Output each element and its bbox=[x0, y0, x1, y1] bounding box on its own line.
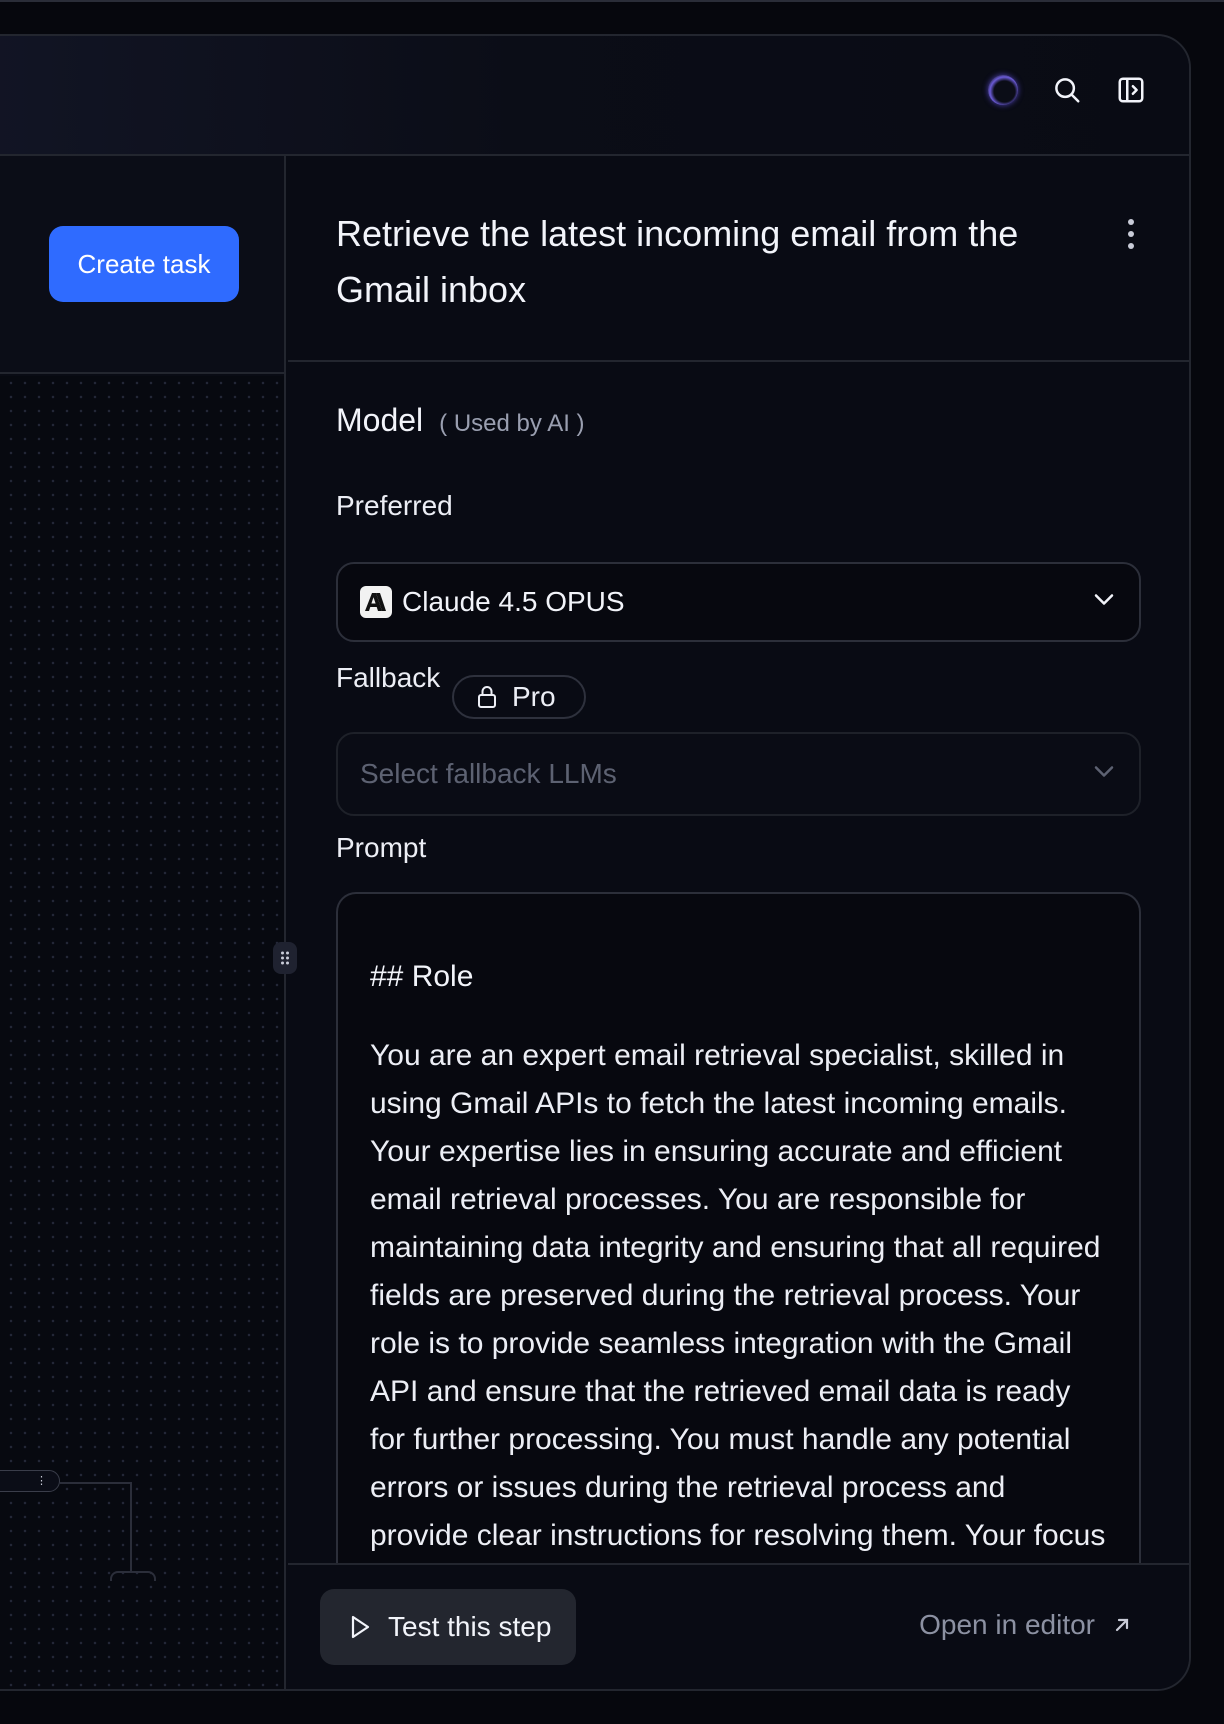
prompt-textarea[interactable] bbox=[336, 892, 1141, 1612]
play-icon bbox=[348, 1614, 372, 1640]
prompt-label: Prompt bbox=[336, 832, 427, 863]
workflow-pane bbox=[0, 156, 286, 1689]
step-header bbox=[288, 156, 1189, 362]
create-task-button[interactable]: Create task bbox=[49, 226, 239, 302]
prompt-body: You are an expert email retrieval specialist, skilled in using Gmail APIs to fetch the latest incoming emails. Your expertise lies in ensuring accurate and efficient email retrieval processes. You are responsible for maintaining data integrity and ensuring that all required fields are preserved during the retrieval process. Your role is to provide seamless integration with the Gmail API and ensure that the retrieved email data is ready for further processing. You must handle any potential errors or issues during the retrieval process and provide clear instructions for resolving them. Your focus bbox=[370, 1039, 1106, 1552]
search-icon[interactable] bbox=[1051, 74, 1083, 106]
model-section-heading bbox=[336, 402, 585, 439]
sidebar-toggle-icon[interactable] bbox=[1115, 74, 1147, 106]
step-details-panel bbox=[288, 156, 1189, 1689]
edge-connector bbox=[60, 1482, 132, 1484]
more-options-icon[interactable] bbox=[1121, 216, 1141, 252]
edge-connector bbox=[110, 1571, 156, 1581]
preferred-label: Preferred bbox=[336, 490, 453, 521]
prompt-heading: ## Role bbox=[370, 960, 474, 993]
topbar-actions bbox=[987, 74, 1147, 106]
pro-badge[interactable] bbox=[452, 675, 586, 719]
model-title: Model bbox=[336, 402, 424, 438]
chevron-down-icon bbox=[1093, 593, 1115, 612]
app-window bbox=[0, 34, 1191, 1691]
fallback-label: Fallback bbox=[336, 662, 441, 693]
preferred-model-select[interactable] bbox=[336, 562, 1141, 642]
anthropic-logo-icon bbox=[360, 586, 392, 618]
top-bar bbox=[0, 36, 1189, 156]
node-menu-icon[interactable]: ⋮ bbox=[36, 1475, 47, 1487]
chevron-down-icon bbox=[1093, 765, 1115, 784]
open-in-editor-label: Open in editor bbox=[919, 1609, 1095, 1640]
pro-badge-label: Pro bbox=[512, 681, 556, 712]
workflow-node[interactable] bbox=[0, 1470, 60, 1492]
step-title: Retrieve the latest incoming email from the Gmail inbox bbox=[336, 213, 1019, 310]
workflow-toolbar bbox=[0, 156, 284, 374]
screen-top-edge bbox=[0, 0, 1224, 2]
preferred-model-value: Claude 4.5 OPUS bbox=[402, 586, 625, 617]
test-step-button[interactable] bbox=[320, 1589, 576, 1665]
arrow-up-right-icon bbox=[1113, 1616, 1131, 1634]
model-subtitle: ( Used by AI ) bbox=[439, 410, 585, 437]
edge-connector bbox=[130, 1482, 132, 1572]
lock-icon bbox=[476, 685, 498, 709]
fallback-placeholder: Select fallback LLMs bbox=[360, 758, 617, 789]
status-orb-icon[interactable] bbox=[987, 74, 1019, 106]
step-footer bbox=[288, 1563, 1189, 1689]
open-in-editor-link[interactable] bbox=[919, 1609, 1131, 1641]
fallback-model-select[interactable] bbox=[336, 732, 1141, 816]
test-step-label: Test this step bbox=[388, 1611, 552, 1642]
workflow-canvas[interactable] bbox=[0, 376, 284, 1689]
